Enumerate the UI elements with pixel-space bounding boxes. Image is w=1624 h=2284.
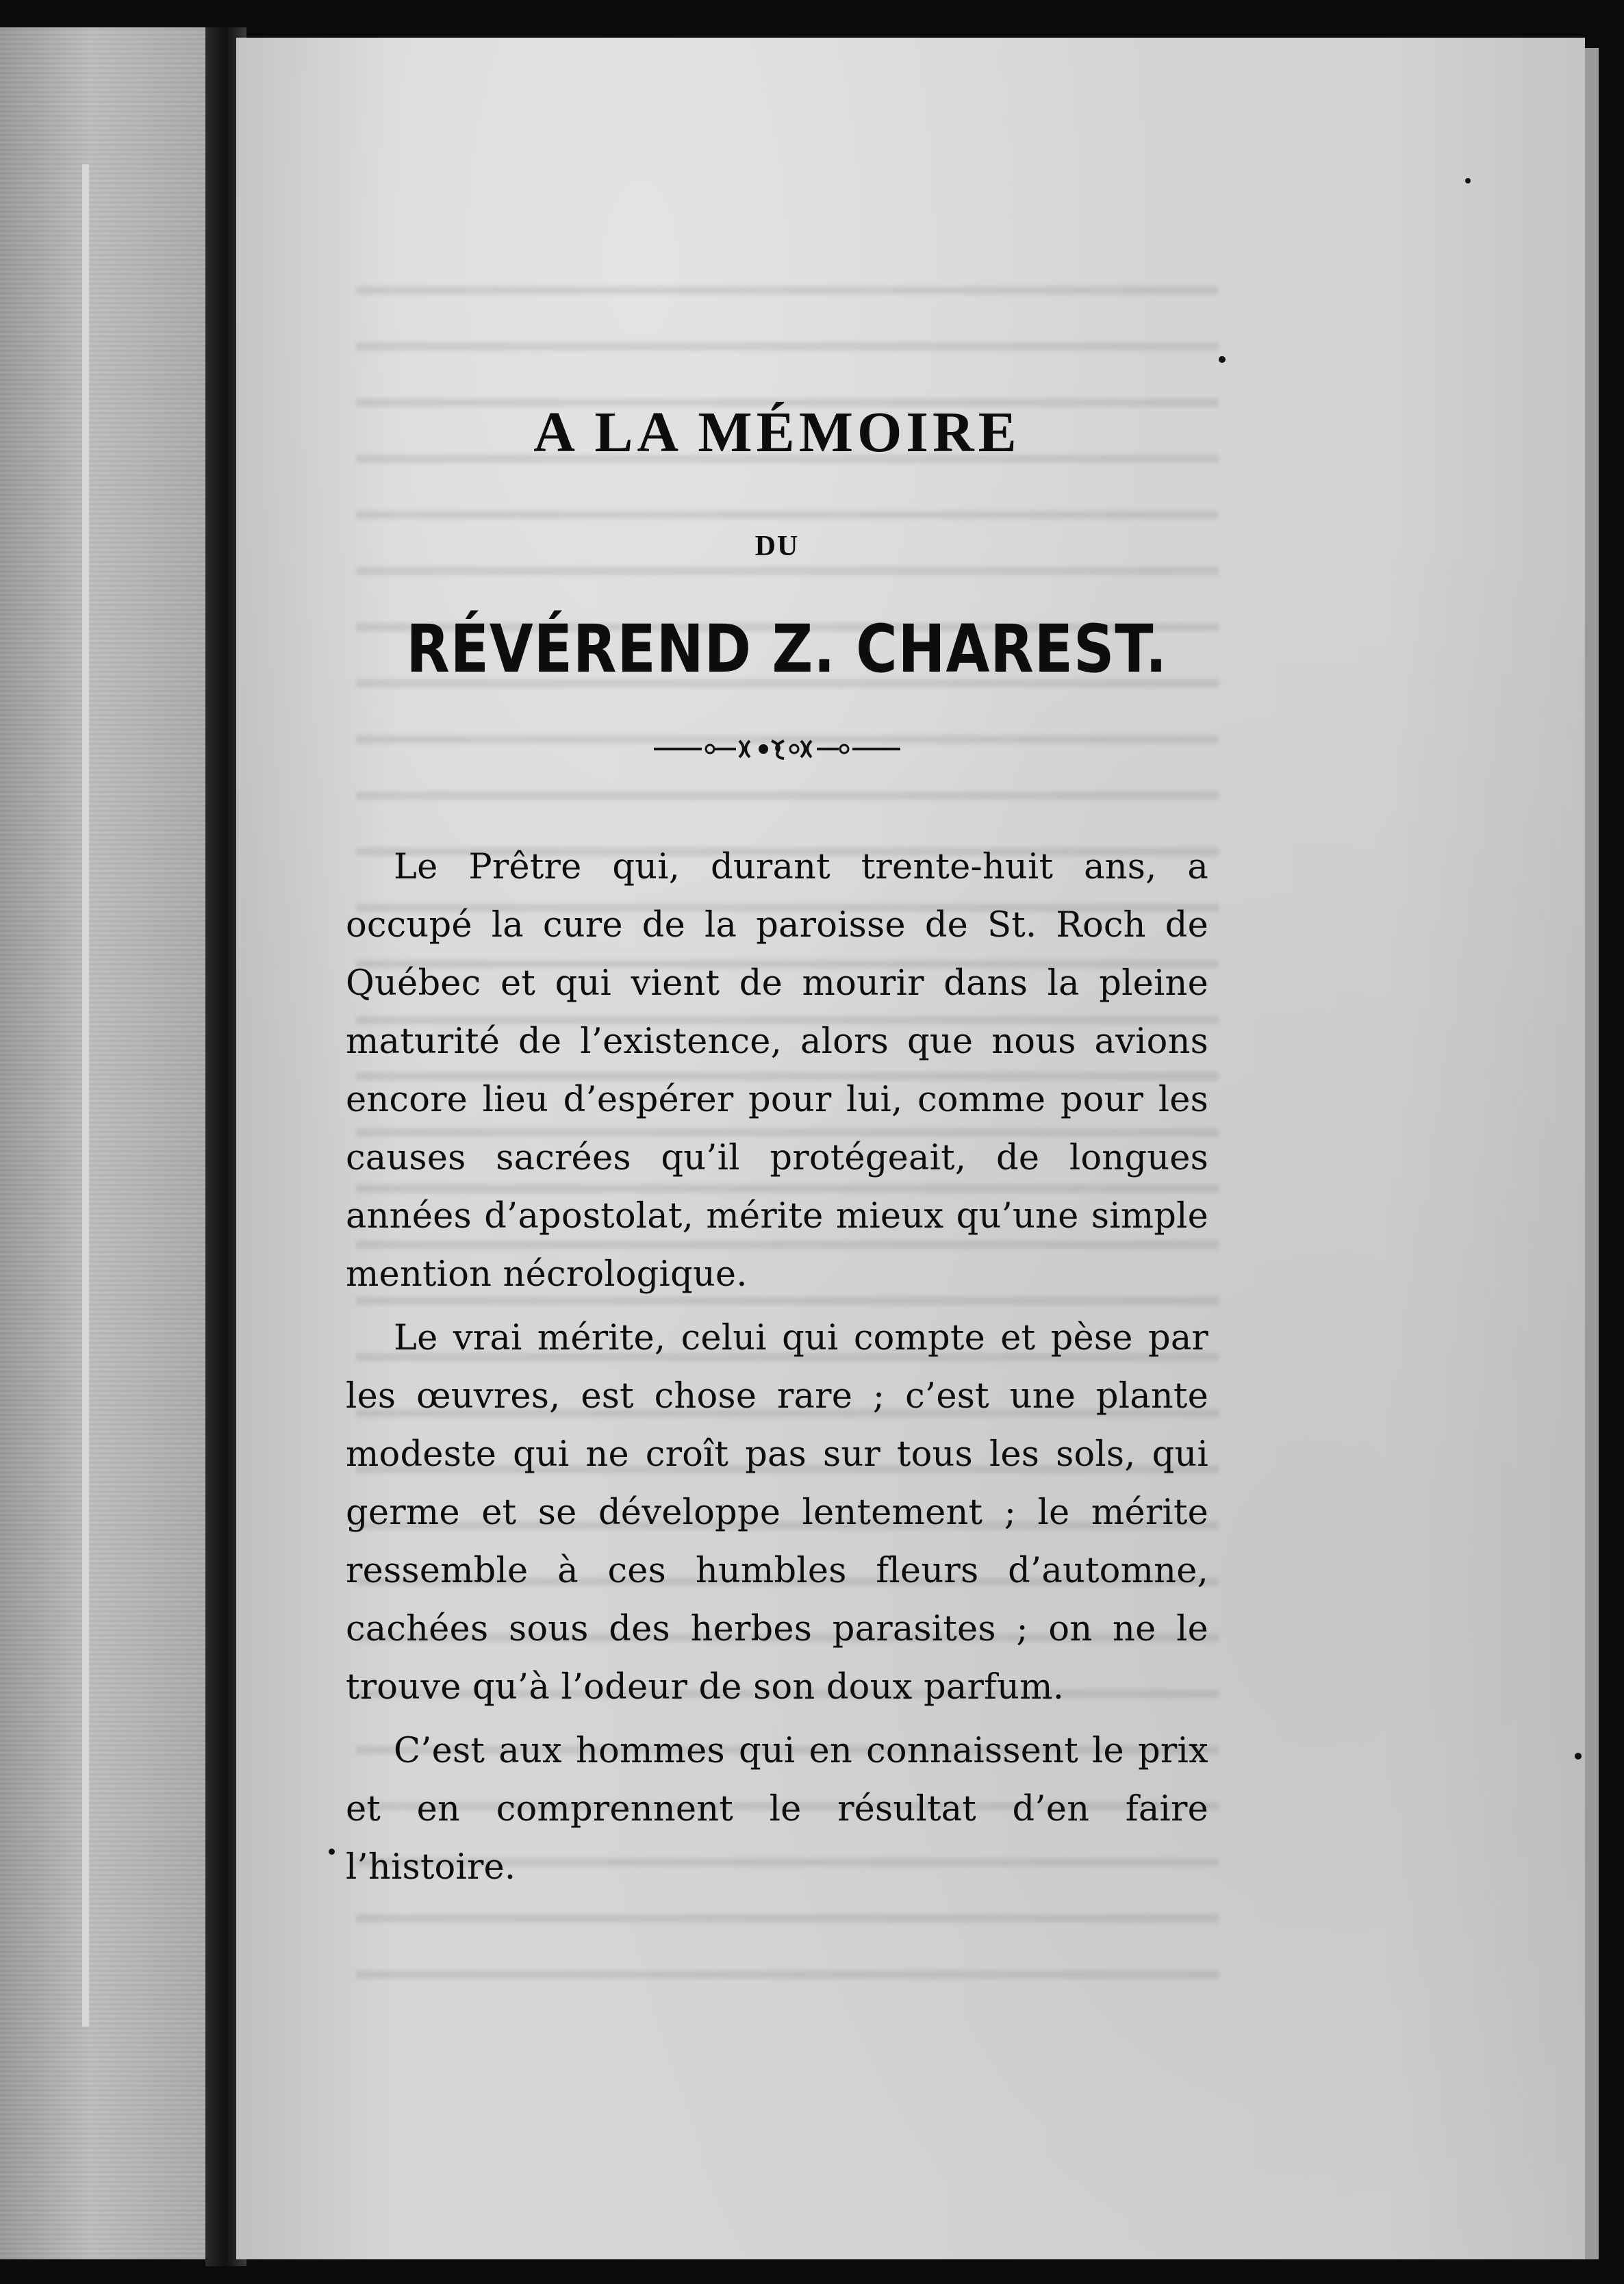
ink-speck (1575, 1753, 1582, 1760)
paragraph-3: C’est aux hommes qui en connaissent le prix et en comprennent le résultat d’en faire l’histoire. (346, 1731, 1208, 1888)
page-fold (82, 164, 89, 2027)
ink-speck (1219, 356, 1226, 363)
heading-a-la-memoire: A LA MÉMOIRE (533, 401, 1021, 464)
ink-speck (329, 1849, 335, 1855)
ink-speck (1465, 178, 1471, 183)
paragraph-1: Le Prêtre qui, durant trente-huit ans, a occupé la cure de la paroisse de St. Roch de Québec et qui vient de mourir dans la pleine maturité de l’existence, alors que nous avions encore lieu d’espérer pour lui, comme pour les causes sacrées qu’il protégeait, de longues années d’apostolat, mérite mieux qu’une simple mention nécrologique. (346, 847, 1208, 1295)
body-text (346, 838, 1208, 1896)
ornament-divider-icon (654, 735, 900, 763)
heading-du: DU (754, 531, 800, 562)
paragraph-2: Le vrai mérite, celui qui compte et pèse par les œuvres, est chose rare ; c’est une plante modeste qui ne croît pas sur tous les sols, qui germe et se développe lentement ; le mérite ressemble à ces humbles fleurs d’automne, cachées sous des herbes parasites ; on ne le trouve qu’à l’odeur de son doux parfum. (346, 1318, 1208, 1708)
previous-page-edge (0, 27, 226, 2259)
page-content (346, 401, 1208, 1902)
page-right-edge (1585, 48, 1599, 2259)
heading-reverend-name: RÉVÉREND Z. CHAREST. (406, 611, 1168, 687)
